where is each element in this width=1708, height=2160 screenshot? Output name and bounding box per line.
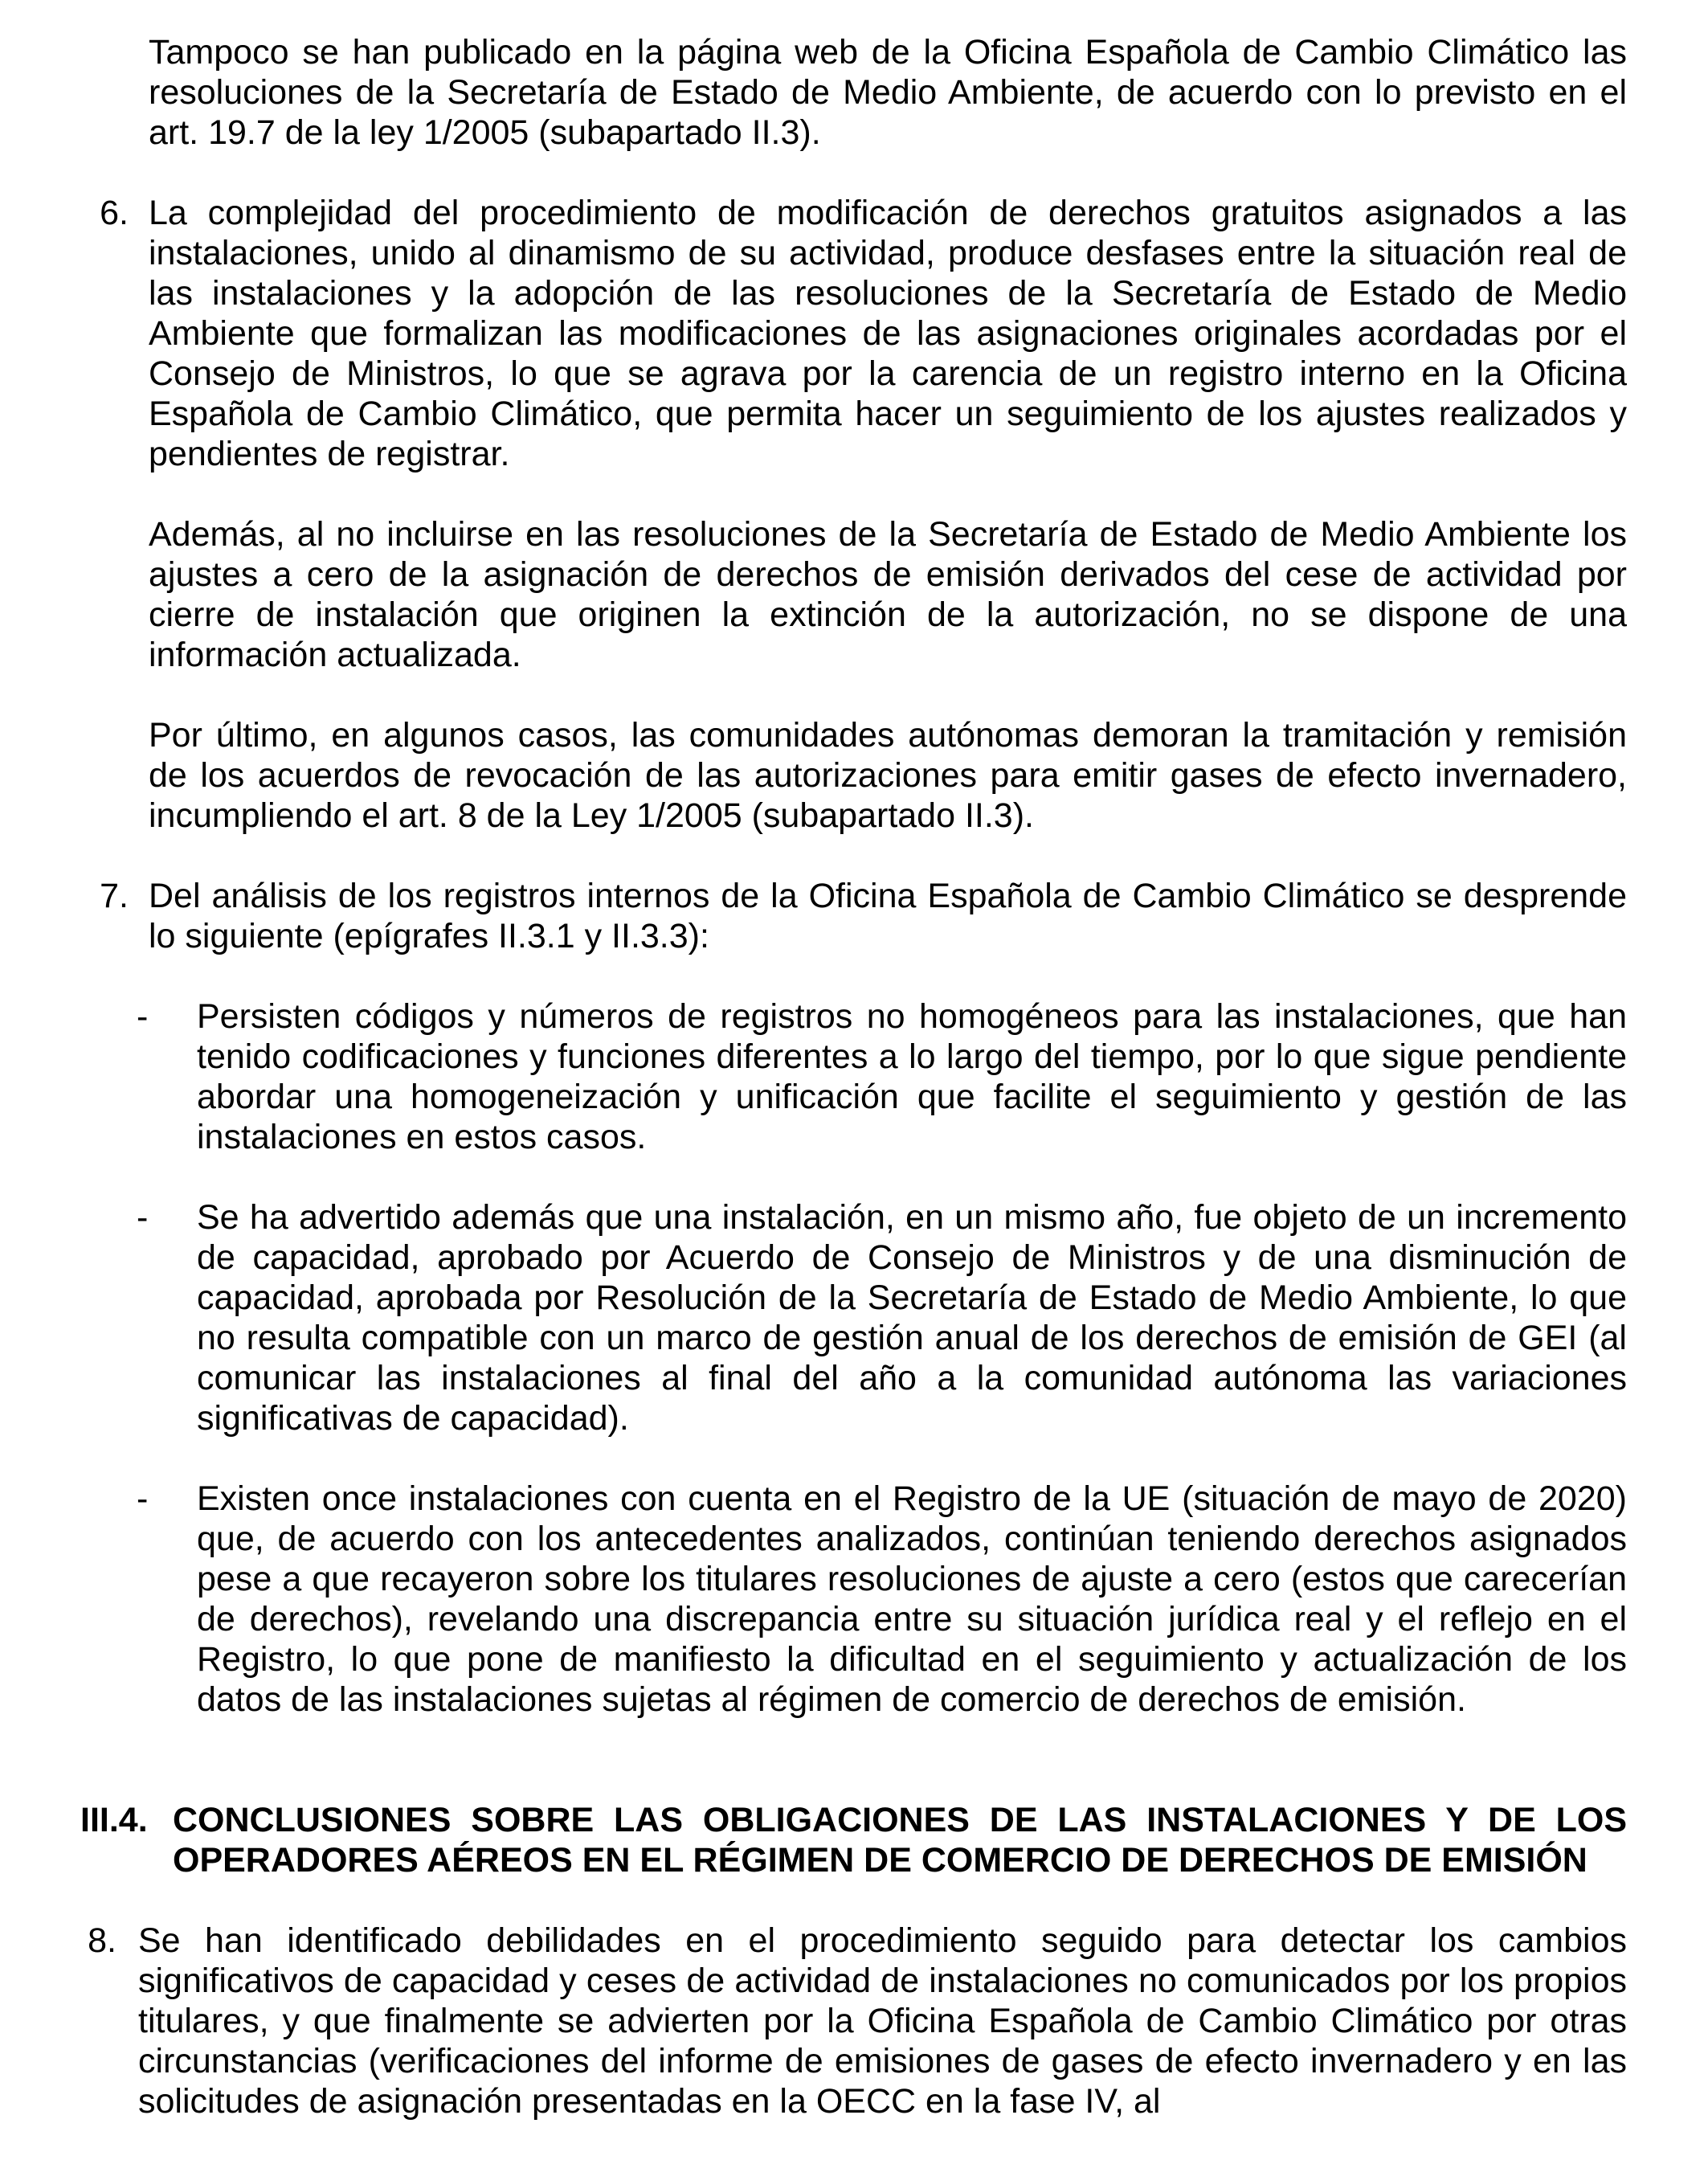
section-number: III.4. (80, 1801, 148, 1839)
item-number-7: 7. (100, 877, 129, 915)
bullet-item (197, 1479, 1627, 1720)
bullet-text: Se ha advertido además que una instalación, en un mismo año, fue objeto de un incremento de capacidad, aprobado por Acuerdo de Consejo de Ministros y de una disminución de capacidad, aprobada por Resolución de la Secretaría de Estado de Medio Ambiente, lo que no resulta compatible con un marco de gestión anual de los derechos de emisión de GEI (al comunicar las instalaciones al final del año a la comunidad autónoma las variaciones significativas de capacidad). (197, 1198, 1627, 1438)
bullet-text: Existen once instalaciones con cuenta en el Registro de la UE (situación de mayo de 2020) que, de acuerdo con los antecedentes analizados, continúan teniendo derechos asignados pese a que recayeron sobre los titulares resoluciones de ajuste a cero (estos que carecerían de derechos), revelando una discrepancia entre su situación jurídica real y el reflejo en el Registro, lo que pone de manifiesto la dificultad en el seguimiento y actualización de los datos de las instalaciones sujetas al régimen de comercio de derechos de emisión. (197, 1479, 1627, 1719)
item-6-paragraph-3 (149, 715, 1627, 836)
bullet-item (197, 1197, 1627, 1438)
bullet-text: Persisten códigos y números de registros no homogéneos para las instalaciones, que han tenido codificaciones y funciones diferentes a lo largo del tiempo, por lo que sigue pendiente abordar una homogeneización y unificación que facilite el seguimiento y gestión de las instalaciones en estos casos. (197, 997, 1627, 1156)
bullet-mark: - (137, 1479, 149, 1518)
bullet-item (197, 996, 1627, 1157)
item-6 (149, 193, 1627, 474)
paragraph-intro (149, 32, 1627, 153)
item-8 (138, 1921, 1627, 2121)
item-7 (149, 876, 1627, 956)
paragraph-text: Tampoco se han publicado en la página web de la Oficina Española de Cambio Climático las resoluciones de la Secretaría de Estado de Medio Ambiente, de acuerdo con lo previsto en el art. 19.7 de la ley 1/2005 (subapartado II.3). (149, 33, 1627, 152)
item-7-text: Del análisis de los registros internos de la Oficina Española de Cambio Climático se desprende lo siguiente (epígrafes II.3.1 y II.3.3): (149, 877, 1627, 955)
bullet-mark: - (137, 997, 149, 1036)
item-number-6: 6. (100, 194, 129, 232)
item-6-text: La complejidad del procedimiento de modificación de derechos gratuitos asignados a las instalaciones, unido al dinamismo de su actividad, produce desfases entre la situación real de las instalaciones y la adopción de las resoluciones de la Secretaría de Estado de Medio Ambiente que formalizan las modificaciones de las asignaciones originales acordadas por el Consejo de Ministros, lo que se agrava por la carencia de un registro interno en la Oficina Española de Cambio Climático, que permita hacer un seguimiento de los ajustes realizados y pendientes de registrar. (149, 194, 1627, 473)
item-6-paragraph-2 (149, 514, 1627, 675)
bullet-mark: - (137, 1198, 149, 1237)
item-8-text: Se han identificado debilidades en el procedimiento seguido para detectar los cambios significativos de capacidad y ceses de actividad de instalaciones no comunicados por los propios titulares, y que finalmente se advierten por la Oficina Española de Cambio Climático por otras circunstancias (verificaciones del informe de emisiones de gases de efecto invernadero y en las solicitudes de asignación presentadas en la OECC en la fase IV, al (138, 1921, 1627, 2121)
item-number-8: 8. (88, 1921, 116, 1960)
section-heading: CONCLUSIONES SOBRE LAS OBLIGACIONES DE LAS INSTALACIONES Y DE LOS OPERADORES AÉREOS EN EL RÉGIMEN DE COMERCIO DE DERECHOS DE EMISIÓN (173, 1801, 1627, 1880)
paragraph-text: Por último, en algunos casos, las comunidades autónomas demoran la tramitación y remisión de los acuerdos de revocación de las autorizaciones para emitir gases de efecto invernadero, incumpliendo el art. 8 de la Ley 1/2005 (subapartado II.3). (149, 716, 1627, 835)
paragraph-text: Además, al no incluirse en las resoluciones de la Secretaría de Estado de Medio Ambiente los ajustes a cero de la asignación de derechos de emisión derivados del cese de actividad por cierre de instalación que originen la extinción de la autorización, no se dispone de una información actualizada. (149, 515, 1627, 674)
